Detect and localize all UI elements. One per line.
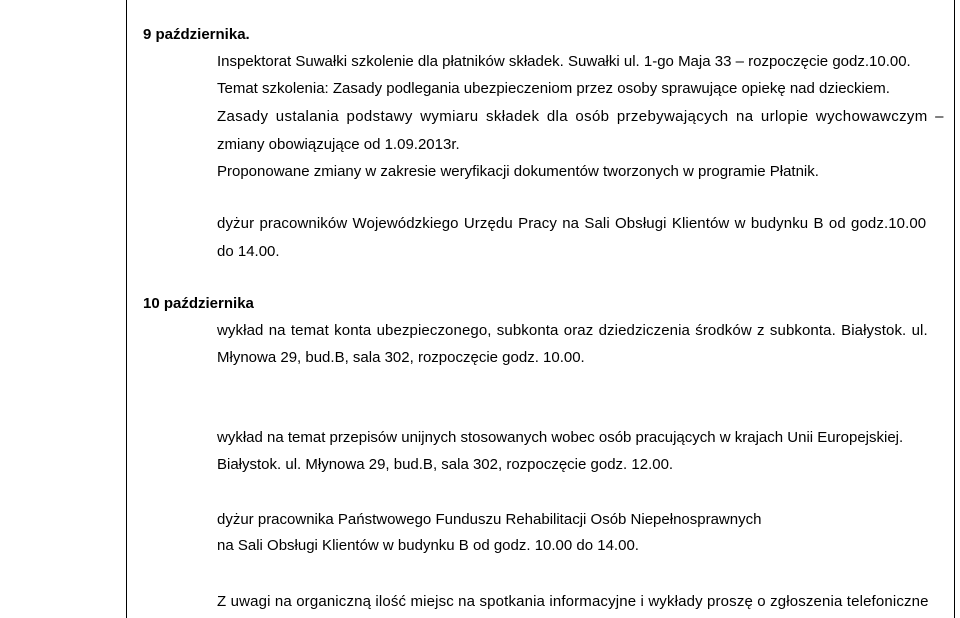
event-line: Temat szkolenia: Zasady podlegania ubezpieczeniom przez osoby sprawujące opiekę nad dzieckiem. [217,80,890,97]
event-line: do 14.00. [217,243,280,260]
event-line: zmiany obowiązujące od 1.09.2013r. [217,136,460,153]
event-line: dyżur pracowników Wojewódzkiego Urzędu Pracy na Sali Obsługi Klientów w budynku B od godz.10.00 [217,215,927,232]
event-line: Zasady ustalania podstawy wymiaru składek dla osób przebywających na urlopie wychowawczym – [217,108,944,125]
event-line: Młynowa 29, bud.B, sala 302, rozpoczęcie godz. 10.00. [217,349,585,366]
event-line: Białystok. ul. Młynowa 29, bud.B, sala 302, rozpoczęcie godz. 12.00. [217,456,674,473]
event-line: Inspektorat Suwałki szkolenie dla płatników składek. Suwałki ul. 1-go Maja 33 – rozpoczęcie godz.10.00. [217,53,911,70]
event-line: wykład na temat przepisów unijnych stosowanych wobec osób pracujących w krajach Unii Europejskiej. [217,429,904,446]
event-line: Z uwagi na organiczną ilość miejsc na spotkania informacyjne i wykłady proszę o zgłoszenia telefoniczne [217,593,929,610]
date-heading-oct-9: 9 października. [143,26,250,43]
event-line: wykład na temat konta ubezpieczonego, subkonta oraz dziedziczenia środków z subkonta. Białystok. ul. [217,322,928,339]
event-line: Proponowane zmiany w zakresie weryfikacji dokumentów tworzonych w programie Płatnik. [217,163,819,180]
event-line: dyżur pracownika Państwowego Funduszu Rehabilitacji Osób Niepełnosprawnych [217,511,762,528]
event-line: na Sali Obsługi Klientów w budynku B od godz. 10.00 do 14.00. [217,537,639,554]
date-heading-oct-10: 10 października [143,295,254,312]
